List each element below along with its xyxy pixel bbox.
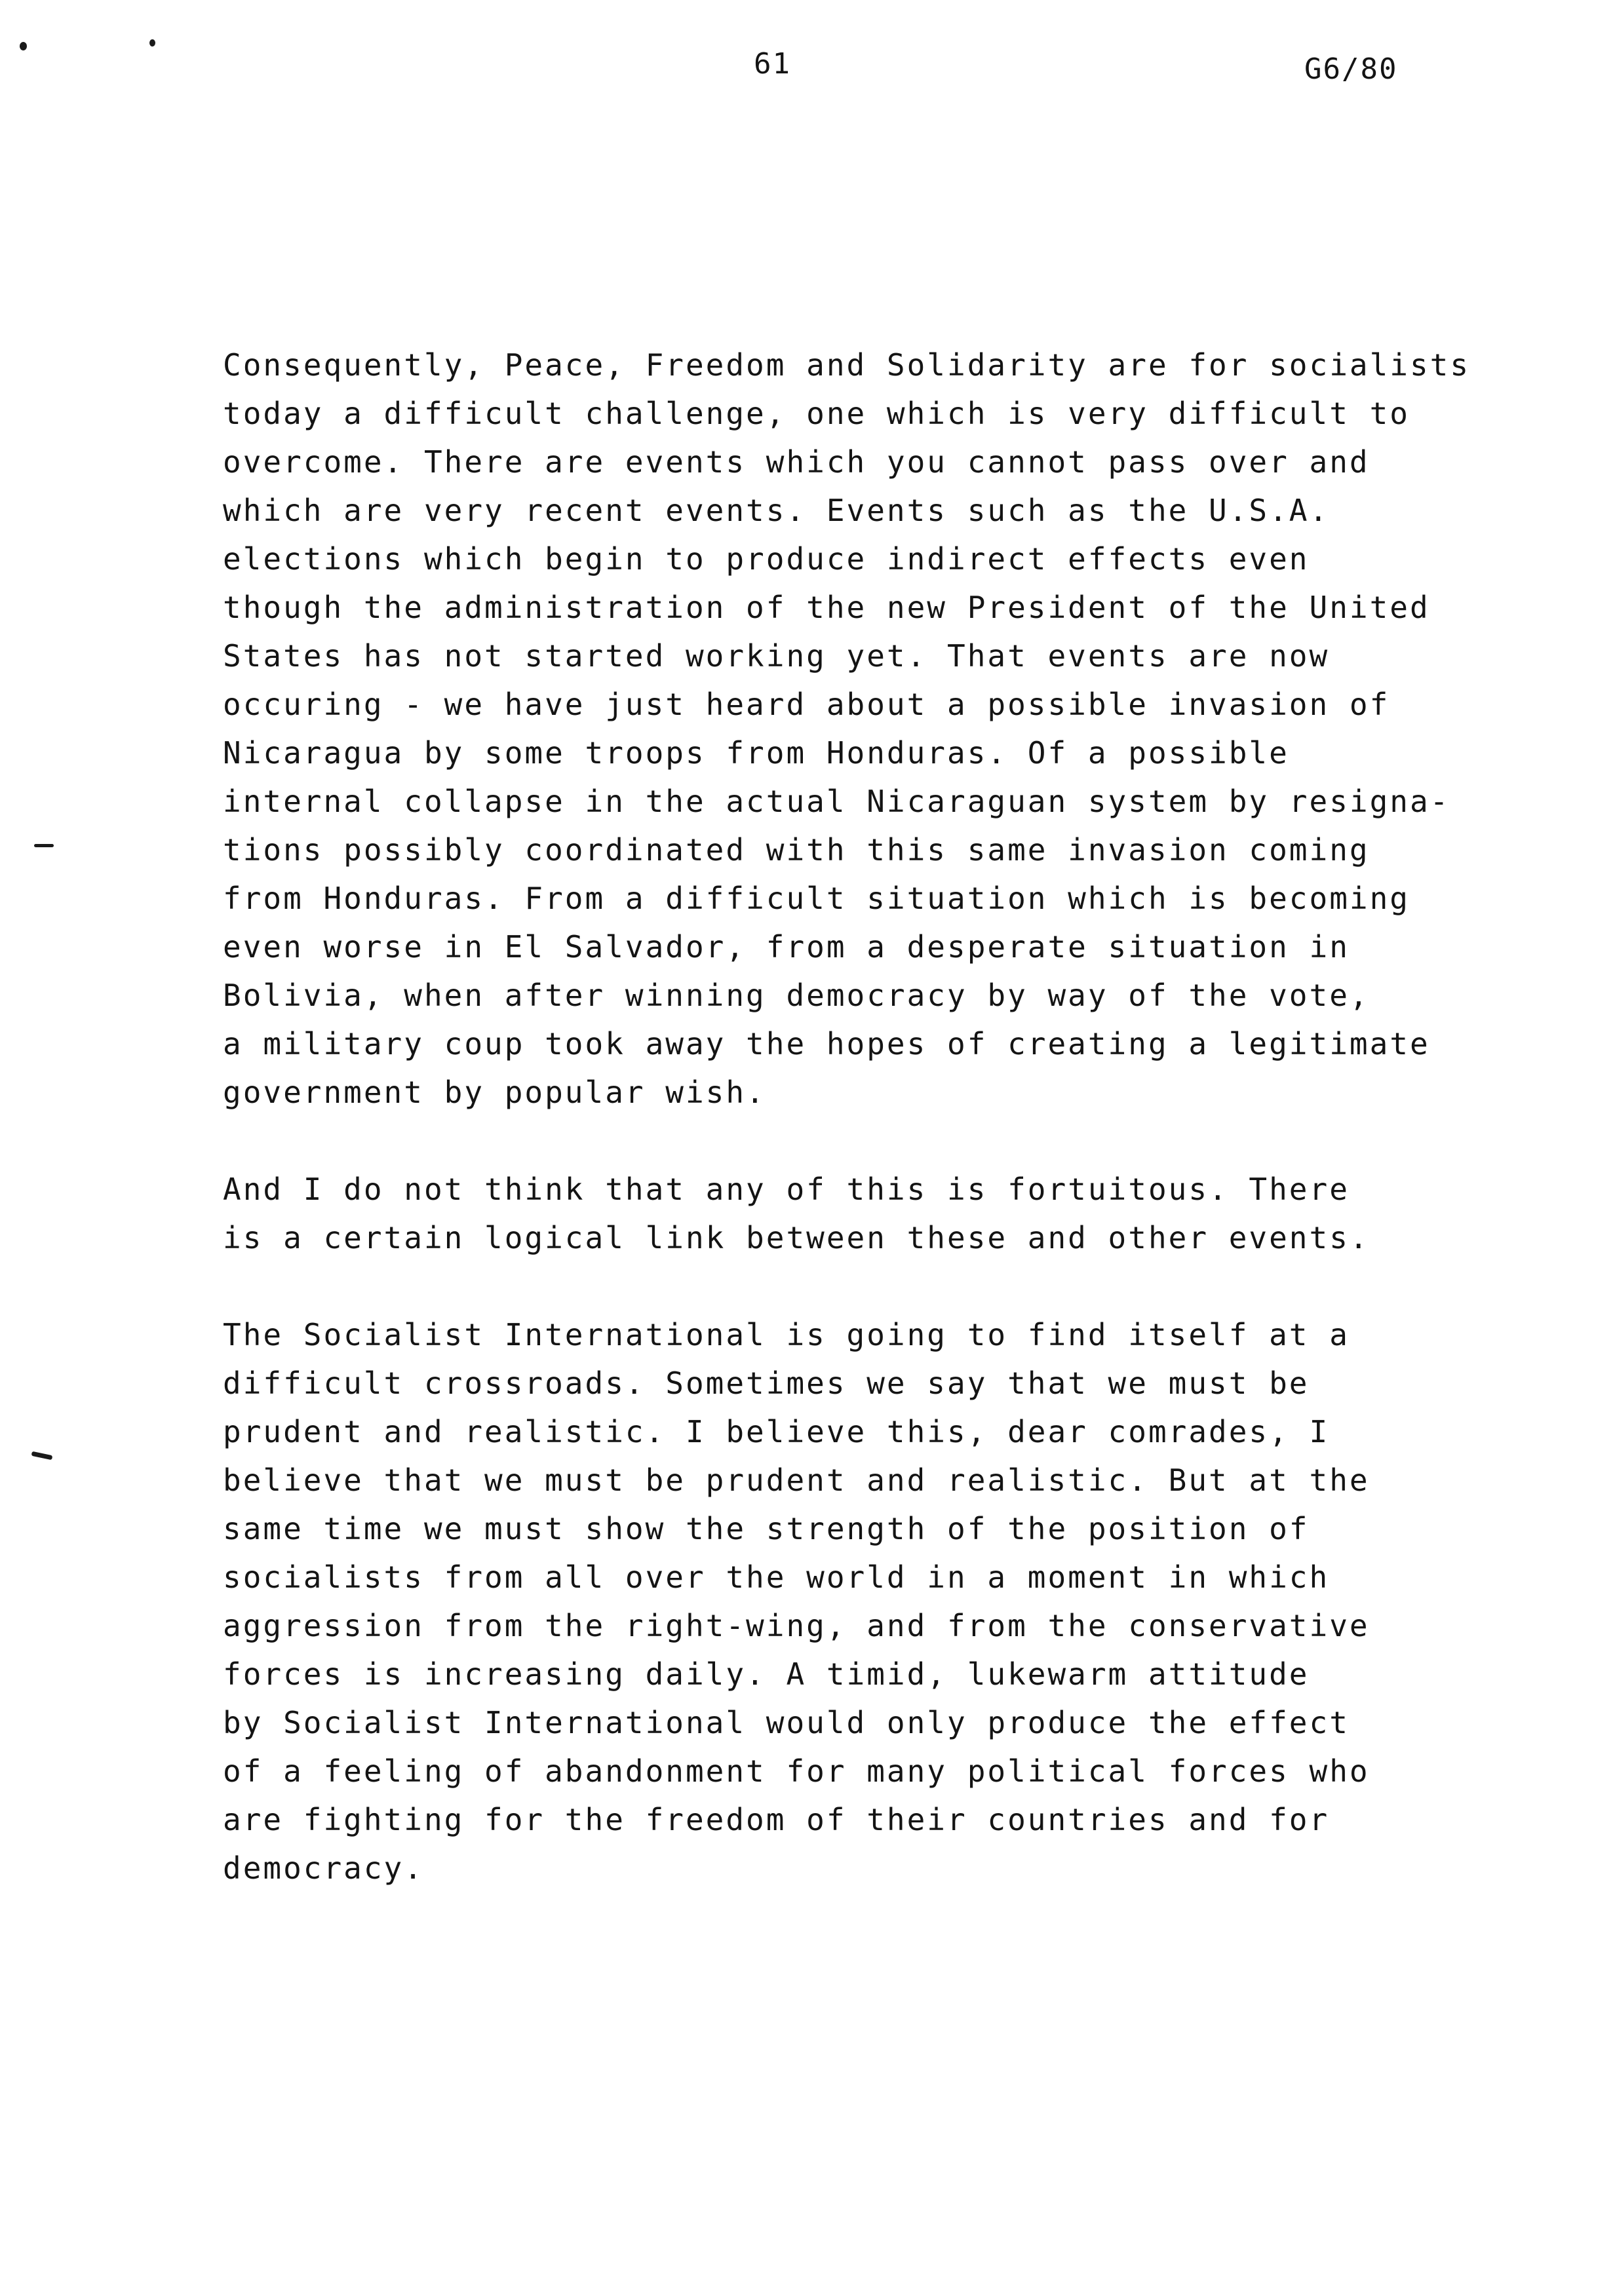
- text-line: aggression from the right-wing, and from the conservative: [223, 1608, 1370, 1643]
- text-line: Nicaragua by some troops from Honduras. Of a possible: [223, 735, 1289, 771]
- text-line: And I do not think that any of this is fortuitous. There: [223, 1172, 1350, 1207]
- text-line: which are very recent events. Events such as the U.S.A.: [223, 493, 1330, 528]
- text-line: a military coup took away the hopes of creating a legitimate: [223, 1026, 1430, 1062]
- text-line: socialists from all over the world in a moment in which: [223, 1559, 1330, 1595]
- text-line: are fighting for the freedom of their countries and for: [223, 1802, 1330, 1837]
- text-line: States has not started working yet. That events are now: [223, 638, 1330, 674]
- margin-tick-mark: [34, 844, 54, 847]
- paragraph-2: [223, 1165, 1468, 1262]
- text-line: even worse in El Salvador, from a desperate situation in: [223, 929, 1350, 965]
- text-line: difficult crossroads. Sometimes we say that we must be: [223, 1366, 1310, 1401]
- text-line: today a difficult challenge, one which is very difficult to: [223, 396, 1410, 431]
- document-body: [223, 341, 1471, 1941]
- text-line: elections which begin to produce indirect effects even: [223, 541, 1310, 577]
- text-line: overcome. There are events which you cannot pass over and: [223, 444, 1370, 480]
- text-line: Bolivia, when after winning democracy by way of the vote,: [223, 978, 1370, 1013]
- text-line: from Honduras. From a difficult situation which is becoming: [223, 881, 1410, 916]
- text-line: by Socialist International would only produce the effect: [223, 1705, 1350, 1740]
- margin-tick-mark: [31, 1451, 53, 1461]
- text-line: occuring - we have just heard about a possible invasion of: [223, 687, 1390, 722]
- scan-mark-dot: [149, 39, 155, 47]
- document-reference: G6/80: [1304, 52, 1398, 86]
- scan-mark-dot: [20, 42, 27, 50]
- text-line: same time we must show the strength of the position of: [223, 1511, 1310, 1546]
- text-line: government by popular wish.: [223, 1075, 766, 1110]
- text-line: prudent and realistic. I believe this, dear comrades, I: [223, 1414, 1330, 1449]
- text-line: forces is increasing daily. A timid, lukewarm attitude: [223, 1656, 1310, 1692]
- text-line: The Socialist International is going to find itself at a: [223, 1317, 1350, 1352]
- text-line: is a certain logical link between these and other events.: [223, 1220, 1370, 1255]
- paragraph-1: [223, 341, 1471, 1117]
- text-line: believe that we must be prudent and realistic. But at the: [223, 1463, 1370, 1498]
- text-line: though the administration of the new President of the United: [223, 590, 1430, 625]
- text-line: Consequently, Peace, Freedom and Solidarity are for socialists: [223, 347, 1471, 383]
- text-line: democracy.: [223, 1850, 424, 1886]
- text-line: internal collapse in the actual Nicaraguan system by resigna-: [223, 784, 1450, 819]
- page-number: 61: [754, 47, 791, 81]
- text-line: tions possibly coordinated with this same invasion coming: [223, 832, 1370, 868]
- text-line: of a feeling of abandonment for many political forces who: [223, 1753, 1370, 1789]
- paragraph-3: [223, 1311, 1468, 1892]
